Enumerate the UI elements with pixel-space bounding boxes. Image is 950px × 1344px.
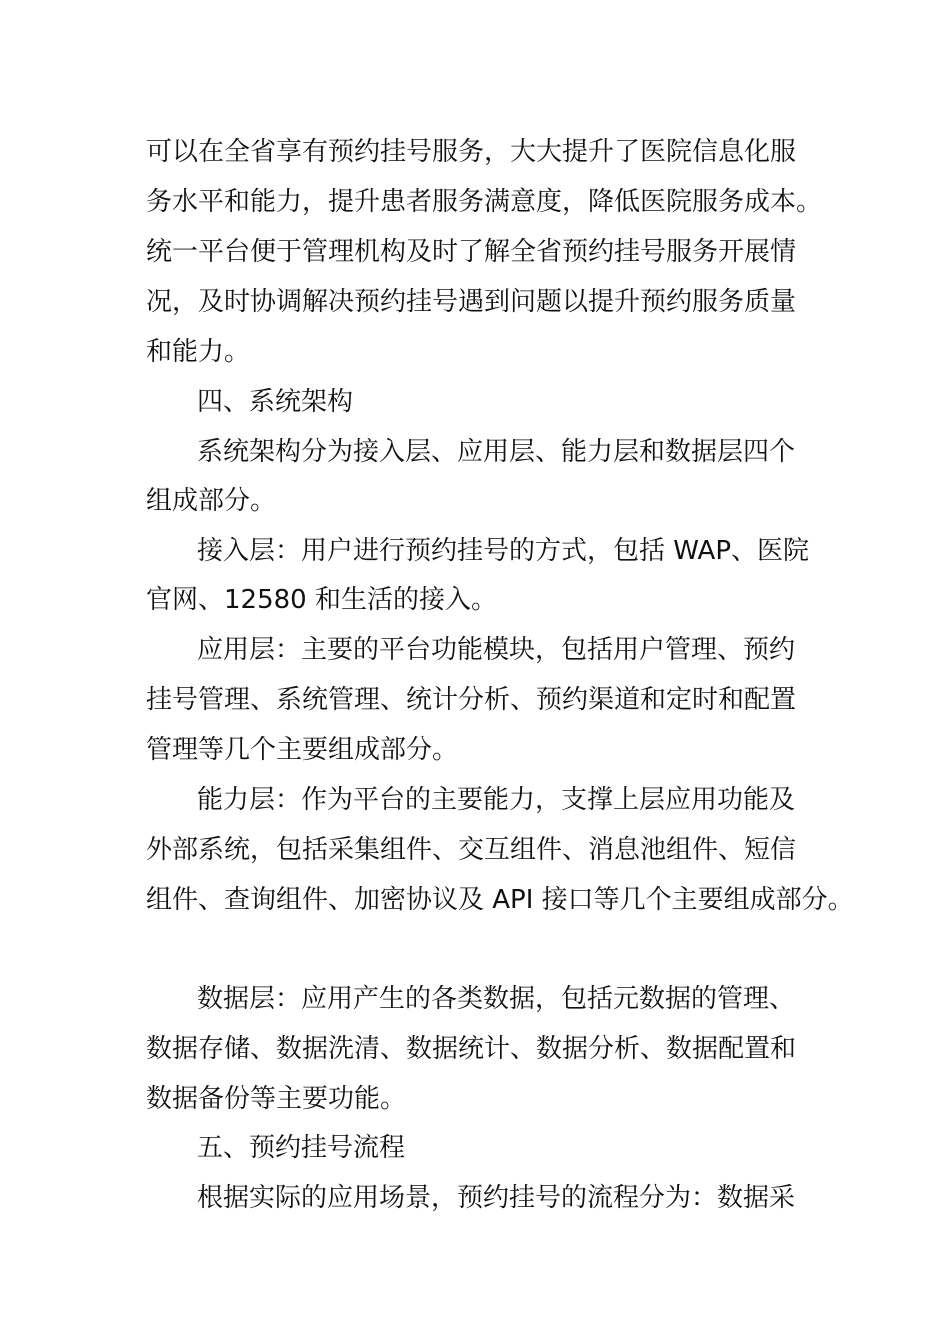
paragraph-line: 数据存储、数据洗清、数据统计、数据分析、数据配置和	[146, 1034, 797, 1064]
paragraph-line: 务水平和能力，提升患者服务满意度，降低医院服务成本。	[146, 187, 823, 217]
section-heading: 五、预约挂号流程	[197, 1133, 406, 1163]
paragraph-line: 数据层：应用产生的各类数据，包括元数据的管理、	[197, 984, 796, 1014]
section-heading: 四、系统架构	[197, 387, 354, 417]
paragraph-line: 挂号管理、系统管理、统计分析、预约渠道和定时和配置	[146, 685, 797, 715]
paragraph-line: 接入层：用户进行预约挂号的方式，包括 WAP、医院	[197, 536, 810, 566]
paragraph-line: 统一平台便于管理机构及时了解全省预约挂号服务开展情	[146, 237, 797, 267]
paragraph-line: 管理等几个主要组成部分。	[146, 735, 459, 765]
paragraph-line: 况，及时协调解决预约挂号遇到问题以提升预约服务质量	[146, 287, 797, 317]
paragraph-line: 官网、12580 和生活的接入。	[146, 585, 497, 615]
paragraph-line: 可以在全省享有预约挂号服务，大大提升了医院信息化服	[146, 137, 797, 167]
paragraph-line: 组成部分。	[146, 486, 277, 516]
paragraph-line: 能力层：作为平台的主要能力，支撑上层应用功能及	[197, 785, 796, 815]
paragraph-line: 外部系统，包括采集组件、交互组件、消息池组件、短信	[146, 835, 797, 865]
paragraph-line: 组件、查询组件、加密协议及 API 接口等几个主要组成部分。	[146, 885, 854, 915]
paragraph-line: 数据备份等主要功能。	[146, 1084, 407, 1114]
paragraph-line: 和能力。	[146, 337, 251, 367]
paragraph-line: 系统架构分为接入层、应用层、能力层和数据层四个	[197, 437, 796, 467]
paragraph-line: 根据实际的应用场景，预约挂号的流程分为：数据采	[197, 1183, 796, 1213]
paragraph-line: 应用层：主要的平台功能模块，包括用户管理、预约	[197, 635, 796, 665]
